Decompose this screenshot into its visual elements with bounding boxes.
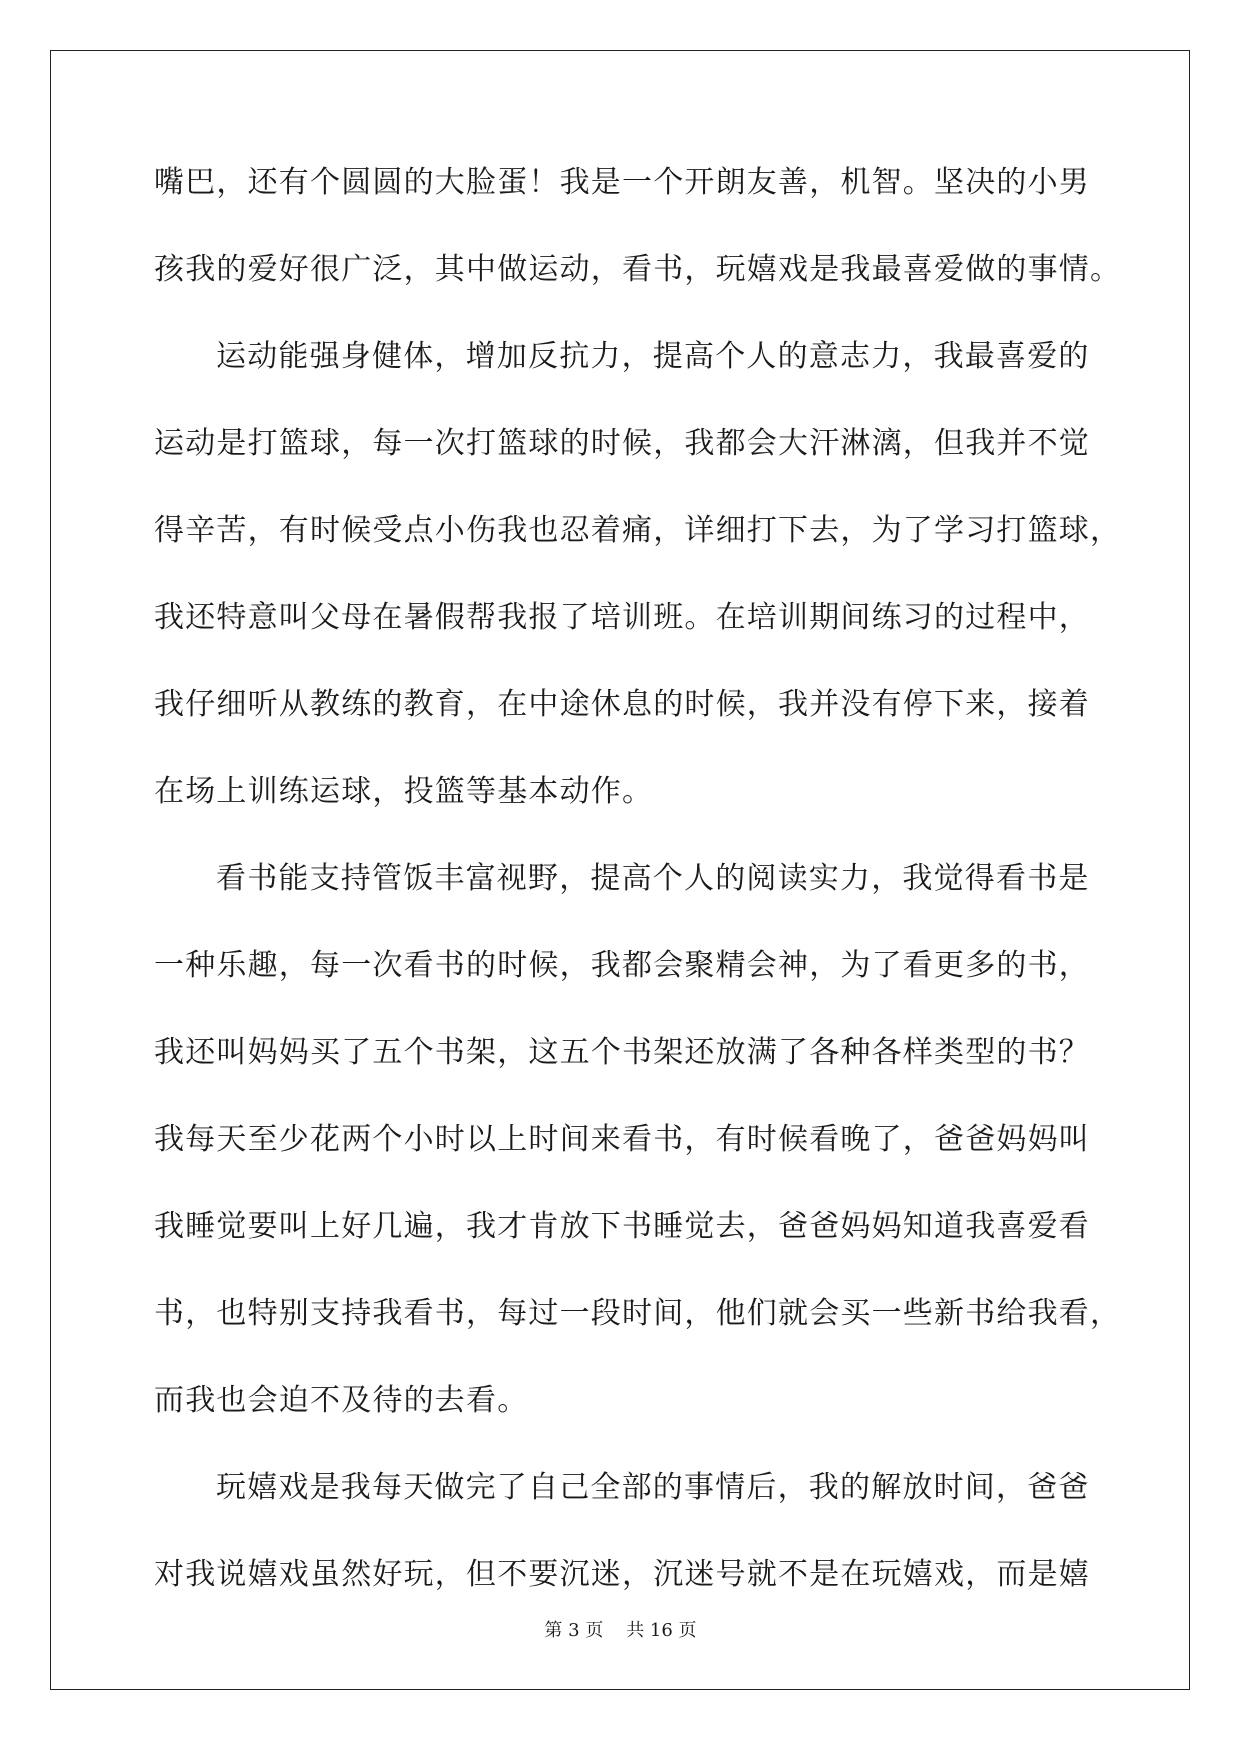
text-line: 我还叫妈妈买了五个书架，这五个书架还放满了各种各样类型的书？ (154, 1035, 1090, 1070)
text-line: 我每天至少花两个小时以上时间来看书，有时候看晚了，爸爸妈妈叫 (154, 1122, 1090, 1157)
text-line: 得辛苦，有时候受点小伤我也忍着痛，详细打下去，为了学习打篮球， (154, 513, 1122, 548)
text-line: 我还特意叫父母在暑假帮我报了培训班。在培训期间练习的过程中， (154, 600, 1090, 635)
paragraph-first-line: 运动能强身健体，增加反抗力，提高个人的意志力，我最喜爱的 (216, 339, 1090, 374)
page-number-footer: 第 3 页 共 16 页 (544, 1620, 697, 1641)
paragraph-first-line: 玩嬉戏是我每天做完了自己全部的事情后，我的解放时间，爸爸 (216, 1470, 1090, 1505)
text-line: 我仔细听从教练的教育，在中途休息的时候，我并没有停下来，接着 (154, 687, 1090, 722)
paragraph-first-line: 看书能支持管饭丰富视野，提高个人的阅读实力，我觉得看书是 (216, 861, 1090, 896)
document-body (154, 158, 1122, 1637)
text-line: 嘴巴，还有个圆圆的大脸蛋！我是一个开朗友善，机智。坚决的小男 (154, 165, 1090, 200)
text-line: 运动是打篮球，每一次打篮球的时候，我都会大汗淋漓，但我并不觉 (154, 426, 1090, 461)
text-line: 一种乐趣，每一次看书的时候，我都会聚精会神，为了看更多的书， (154, 948, 1090, 983)
text-line: 孩我的爱好很广泛，其中做运动，看书，玩嬉戏是我最喜爱做的事情。 (154, 252, 1122, 287)
text-line: 而我也会迫不及待的去看。 (154, 1383, 529, 1418)
text-line: 我睡觉要叫上好几遍，我才肯放下书睡觉去，爸爸妈妈知道我喜爱看 (154, 1209, 1090, 1244)
text-line: 对我说嬉戏虽然好玩，但不要沉迷，沉迷号就不是在玩嬉戏，而是嬉 (154, 1557, 1090, 1592)
text-line: 在场上训练运球，投篮等基本动作。 (154, 774, 654, 809)
text-line: 书，也特别支持我看书，每过一段时间，他们就会买一些新书给我看， (154, 1296, 1122, 1331)
